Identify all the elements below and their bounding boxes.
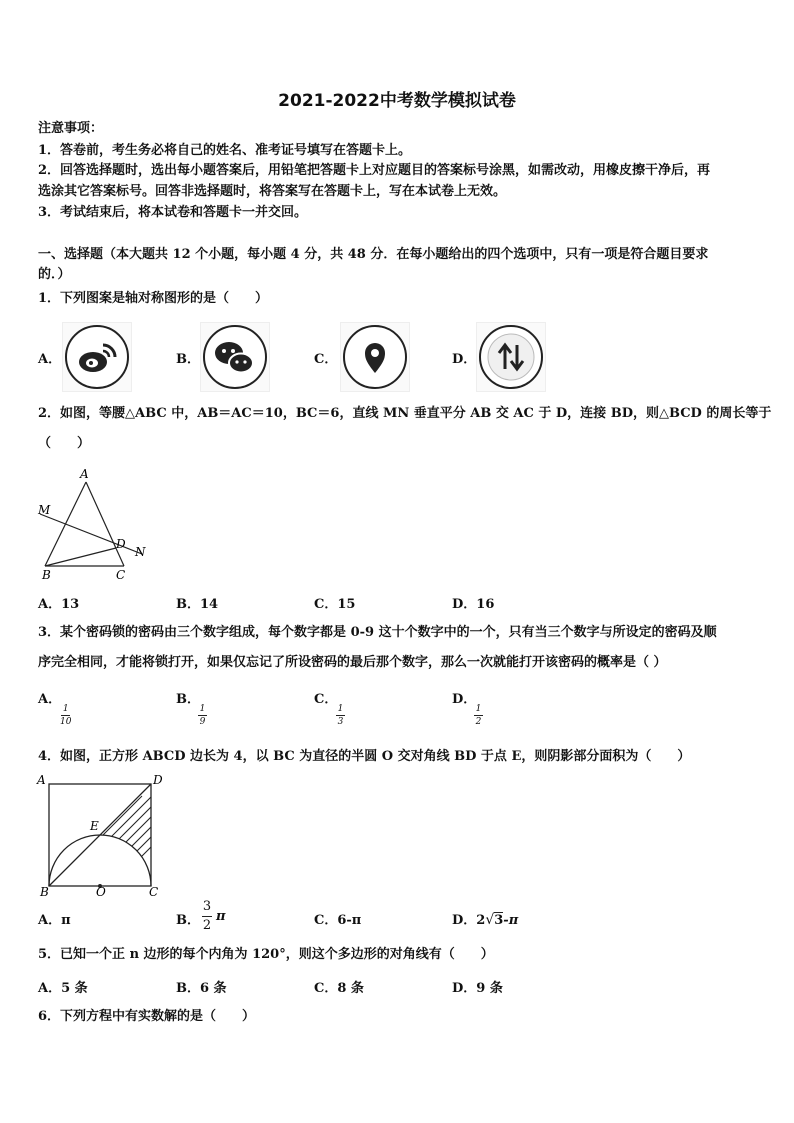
- q2-label-n: N: [135, 545, 146, 559]
- q2-option-d[interactable]: D．16: [452, 597, 495, 612]
- q3-option-b[interactable]: [176, 688, 206, 727]
- q4-option-b-denominator: 2: [202, 918, 212, 933]
- q4-option-b-label: B．: [176, 913, 200, 928]
- q2-option-b[interactable]: B．14: [176, 597, 219, 612]
- q4-label-o: O: [96, 885, 106, 898]
- q3-option-c-label: C．: [314, 692, 338, 707]
- q3-stem-line-1: 3．某个密码锁的密码由三个数字组成，每个数字都是 0-9 这十个数字中的一个，只有当三个数字与所设定的密码及顺: [38, 625, 717, 640]
- q3-option-a-numerator: 1: [62, 704, 69, 714]
- section-heading-line-2: 的．）: [38, 267, 71, 282]
- sqrt-icon: √: [485, 912, 495, 928]
- q5-stem: 5．已知一个正 n 边形的每个内角为 120°，则这个多边形的对角线有（ ）: [38, 947, 494, 962]
- q3-option-b-numerator: 1: [199, 704, 206, 714]
- q1-option-a-label: A．: [38, 352, 62, 367]
- q2-stem-line-1: 2．如图，等腰△ABC 中，AB＝AC＝10，BC＝6，直线 MN 垂直平分 AB 交 AC 于 D，连接 BD，则△BCD 的周长等于: [38, 406, 772, 421]
- q1-option-d-label: D．: [452, 352, 477, 367]
- q4-label-b: B: [40, 885, 49, 898]
- notice-item-2-line-1: 2．回答选择题时，选出每小题答案后，用铅笔把答题卡上对应题目的答案标号涂黑，如需改动，用橡皮擦干净后，再: [38, 163, 711, 178]
- q2-label-m: M: [38, 503, 51, 517]
- q2-stem-line-2: （ ）: [38, 436, 91, 451]
- q3-option-c[interactable]: [314, 688, 344, 727]
- q5-option-d[interactable]: D．9 条: [452, 981, 503, 996]
- q4-option-a[interactable]: A．π: [38, 913, 71, 928]
- q2-label-c: C: [116, 568, 126, 582]
- q3-option-c-fraction: [336, 704, 345, 727]
- page-title: 2021-2022中考数学模拟试卷: [278, 91, 516, 111]
- q4-option-d-radicand: 3: [494, 913, 504, 928]
- notice-heading: 注意事项：: [38, 121, 104, 136]
- q5-option-c[interactable]: C．8 条: [314, 981, 364, 996]
- q3-option-d-label: D．: [452, 692, 477, 707]
- q3-option-d[interactable]: [452, 688, 482, 727]
- location-pin-icon[interactable]: [340, 322, 410, 392]
- q4-option-b-numerator: 3: [202, 899, 212, 914]
- q2-triangle-figure: [30, 462, 160, 584]
- q3-option-a-fraction: [60, 704, 71, 727]
- q2-option-a[interactable]: A．13: [38, 597, 80, 612]
- q2-option-c[interactable]: C．15: [314, 597, 356, 612]
- section-heading-line-1: 一、选择题（本大题共 12 个小题，每小题 4 分，共 48 分．在每小题给出的四个选项中，只有一项是符合题目要求: [38, 247, 709, 262]
- wechat-logo-icon[interactable]: [200, 322, 270, 392]
- transfer-arrows-icon[interactable]: [476, 322, 546, 392]
- q3-option-a-denominator: 10: [60, 717, 72, 727]
- notice-item-3: 3．考试结束后，将本试卷和答题卡一并交回。: [38, 205, 308, 220]
- q4-option-d-label: D．2: [452, 913, 486, 928]
- q1-option-b-label: B．: [176, 352, 200, 367]
- q4-stem: 4．如图，正方形 ABCD 边长为 4，以 BC 为直径的半圆 O 交对角线 BD 于点 E，则阴影部分面积为（ ）: [38, 749, 691, 764]
- q4-option-b-fraction: [202, 900, 212, 933]
- q4-option-b-pi: π: [216, 909, 226, 924]
- q3-option-d-fraction: [474, 704, 483, 727]
- weibo-logo-icon[interactable]: [62, 322, 132, 392]
- q3-option-d-denominator: 2: [475, 717, 482, 727]
- q3-option-b-denominator: 9: [199, 717, 206, 727]
- q3-option-a-label: A．: [38, 692, 62, 707]
- notice-item-2-line-2: 选涂其它答案标号。回答非选择题时，将答案写在答题卡上，写在本试卷上无效。: [38, 184, 507, 199]
- q1-option-c-label: C．: [314, 352, 338, 367]
- q6-stem: 6．下列方程中有实数解的是（ ）: [38, 1009, 256, 1024]
- notice-item-1: 1．答卷前，考生务必将自己的姓名、准考证号填写在答题卡上。: [38, 143, 412, 158]
- q2-label-a: A: [80, 467, 89, 481]
- q3-option-a[interactable]: [38, 688, 72, 727]
- q2-label-b: B: [42, 568, 51, 582]
- q4-label-d: D: [153, 773, 163, 787]
- q4-square-figure: [32, 772, 167, 898]
- q5-option-b[interactable]: B．6 条: [176, 981, 227, 996]
- q4-label-a: A: [37, 773, 46, 787]
- q3-option-d-numerator: 1: [475, 704, 482, 714]
- q4-option-d[interactable]: [452, 909, 518, 928]
- q3-option-b-label: B．: [176, 692, 200, 707]
- q4-option-c[interactable]: C．6-π: [314, 913, 362, 928]
- q5-option-a[interactable]: A．5 条: [38, 981, 88, 996]
- q2-label-d: D: [116, 537, 126, 551]
- q4-option-d-tail: -π: [503, 913, 519, 928]
- q4-label-e: E: [90, 819, 99, 833]
- q4-label-c: C: [149, 885, 159, 898]
- q3-option-c-denominator: 3: [337, 717, 344, 727]
- q3-option-b-fraction: [198, 704, 207, 727]
- q3-option-c-numerator: 1: [337, 704, 344, 714]
- q3-stem-line-2: 序完全相同，才能将锁打开，如果仅忘记了所设密码的最后那个数字，那么一次就能打开该密码的概率是（ ）: [38, 655, 667, 670]
- q1-stem: 1．下列图案是轴对称图形的是（ ）: [38, 291, 269, 306]
